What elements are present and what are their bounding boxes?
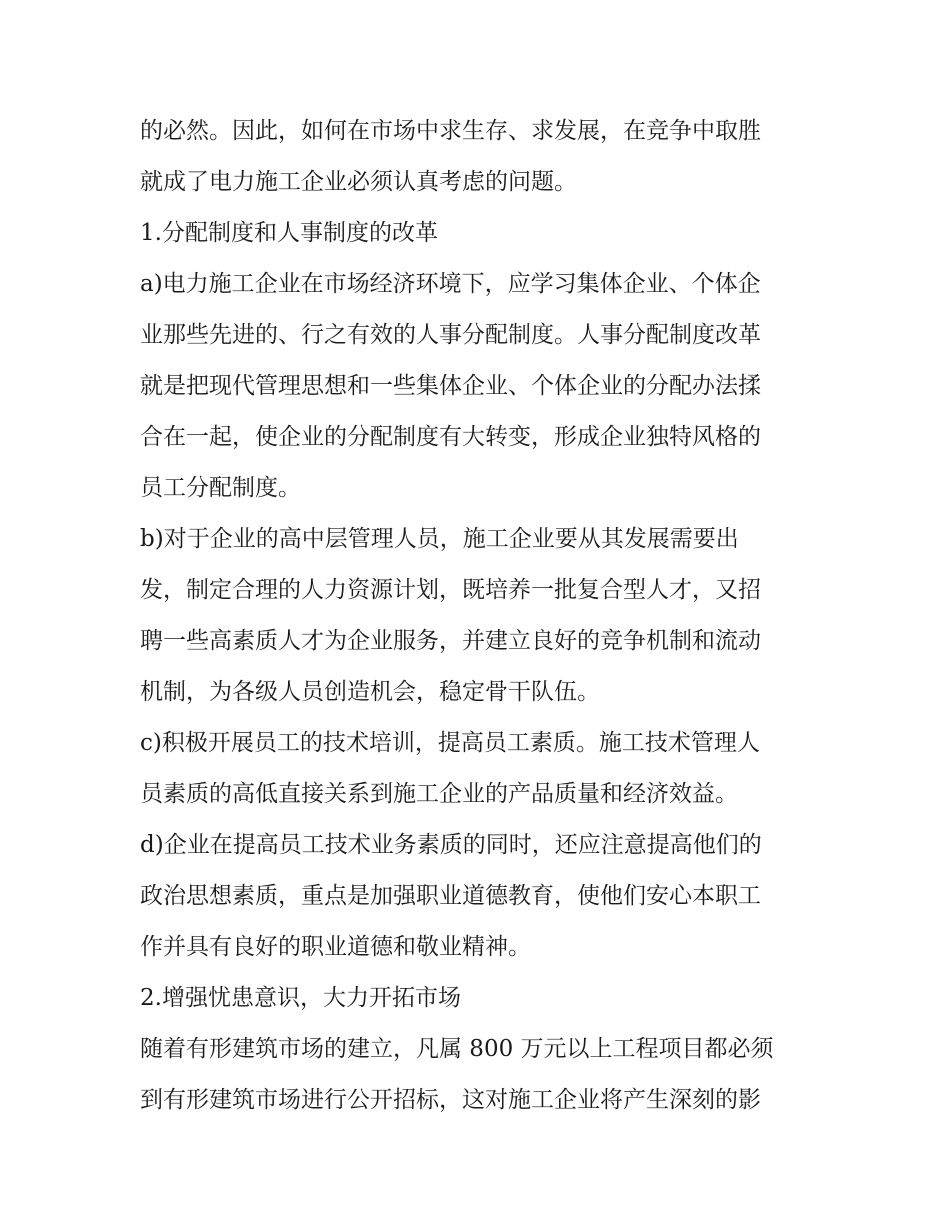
- text-line: b)对于企业的高中层管理人员，施工企业要从其发展需要出: [140, 526, 739, 552]
- heading-text: 2.增强忧患意识，大力开拓市场: [140, 985, 461, 1011]
- paragraph-item-d: [140, 820, 815, 973]
- text-line: 聘一些高素质人才为企业服务，并建立良好的竞争机制和流动: [140, 628, 761, 654]
- text-line: 作并具有良好的职业道德和敬业精神。: [140, 934, 531, 960]
- paragraph-item-c: [140, 718, 815, 820]
- text-line: a)电力施工企业在市场经济环境下，应学习集体企业、个体企: [140, 271, 761, 297]
- paragraph-item-b: [140, 514, 815, 718]
- heading-text: 1.分配制度和人事制度的改革: [140, 220, 438, 246]
- document-body: [140, 106, 815, 1126]
- text-line: 机制，为各级人员创造机会，稳定骨干队伍。: [140, 679, 600, 705]
- text-line: d)企业在提高员工技术业务素质的同时，还应注意提高他们的: [140, 832, 762, 858]
- text-line: 到有形建筑市场进行公开招标，这对施工企业将产生深刻的影: [140, 1087, 761, 1113]
- text-line: 员工分配制度。: [140, 475, 301, 501]
- text-line: 员素质的高低直接关系到施工企业的产品质量和经济效益。: [140, 781, 738, 807]
- paragraph-market: [140, 1024, 815, 1126]
- text-line: 的必然。因此，如何在市场中求生存、求发展，在竞争中取胜: [140, 118, 761, 144]
- text-line: 就成了电力施工企业必须认真考虑的问题。: [140, 169, 577, 195]
- text-line: 就是把现代管理思想和一些集体企业、个体企业的分配办法揉: [140, 373, 761, 399]
- section-heading-1: [140, 208, 815, 259]
- text-line: 业那些先进的、行之有效的人事分配制度。人事分配制度改革: [140, 322, 761, 348]
- text-line: 随着有形建筑市场的建立，凡属 800 万元以上工程项目都必须: [140, 1036, 774, 1062]
- text-line: 合在一起，使企业的分配制度有大转变，形成企业独特风格的: [140, 424, 761, 450]
- text-line: 发，制定合理的人力资源计划，既培养一批复合型人才，又招: [140, 577, 761, 603]
- paragraph-intro-continued: [140, 106, 815, 208]
- section-heading-2: [140, 973, 815, 1024]
- text-line: c)积极开展员工的技术培训，提高员工素质。施工技术管理人: [140, 730, 760, 756]
- paragraph-item-a: [140, 259, 815, 514]
- text-line: 政治思想素质，重点是加强职业道德教育，使他们安心本职工: [140, 883, 761, 909]
